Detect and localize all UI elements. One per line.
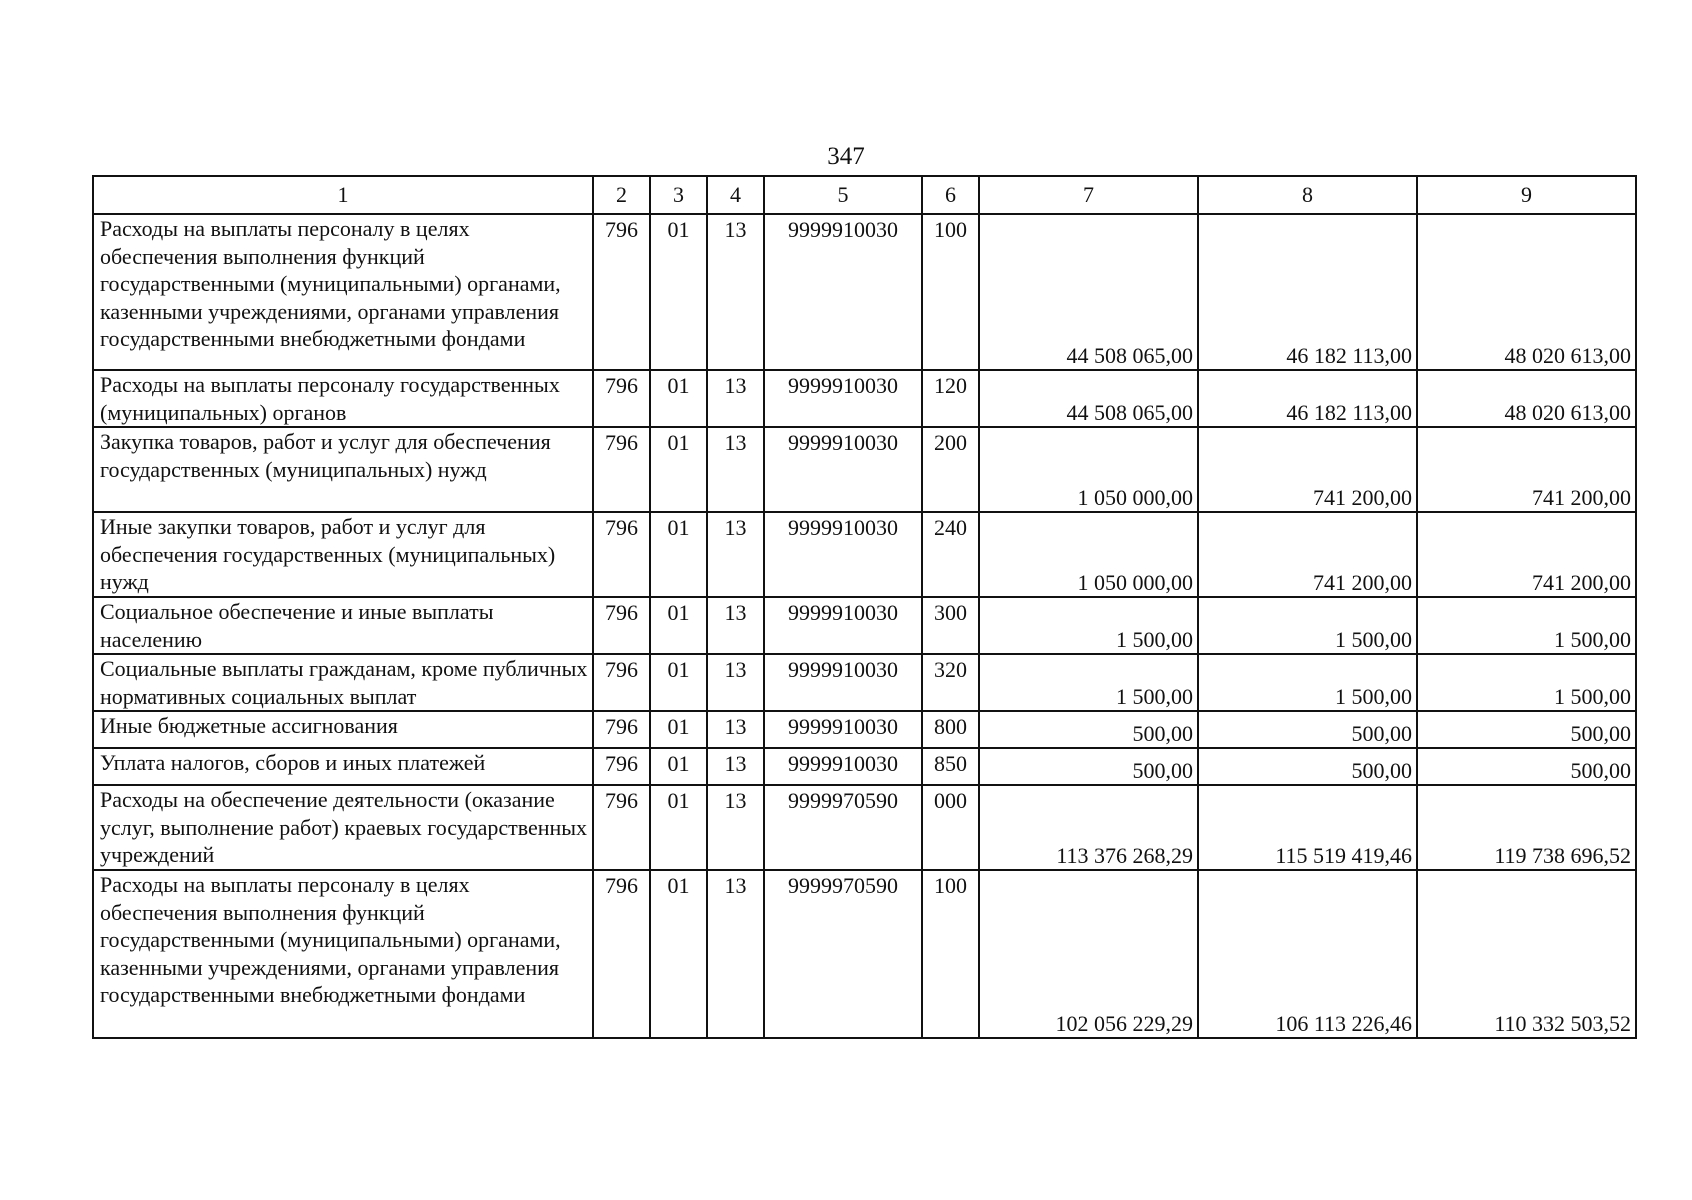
ministry-code-cell: 796: [593, 512, 650, 597]
target-article-cell: 9999970590: [764, 785, 922, 870]
amount-col9-cell: [1417, 748, 1636, 785]
expense-name-cell: Социальные выплаты гражданам, кроме публичных нормативных социальных выплат: [93, 654, 593, 711]
ministry-code-cell: 796: [593, 870, 650, 1038]
amount-col8-value: 741 200,00: [1313, 484, 1412, 510]
expense-type-cell: 850: [922, 748, 979, 785]
subsection-code-cell: 13: [707, 711, 764, 748]
expense-name-cell: Уплата налогов, сборов и иных платежей: [93, 748, 593, 785]
target-article-cell: 9999910030: [764, 711, 922, 748]
amount-col7-cell: [979, 370, 1198, 427]
amount-col8-value: 500,00: [1351, 757, 1412, 783]
amount-col9-value: 48 020 613,00: [1504, 399, 1631, 425]
amount-col7-value: 500,00: [1132, 720, 1193, 746]
column-header-3: 3: [650, 176, 707, 214]
amount-col8-value: 1 500,00: [1335, 683, 1412, 709]
expense-type-cell: 320: [922, 654, 979, 711]
amount-col7-value: 44 508 065,00: [1066, 399, 1193, 425]
ministry-code-cell: 796: [593, 711, 650, 748]
amount-col7-value: 1 050 000,00: [1077, 569, 1193, 595]
section-code-cell: 01: [650, 654, 707, 711]
expense-type-cell: 300: [922, 597, 979, 654]
column-header-2: 2: [593, 176, 650, 214]
amount-col7-cell: [979, 512, 1198, 597]
table-row: [93, 748, 1636, 785]
amount-col8-cell: [1198, 748, 1417, 785]
table-row: [93, 870, 1636, 1038]
expense-type-cell: 100: [922, 214, 979, 370]
section-code-cell: 01: [650, 427, 707, 512]
column-header-5: 5: [764, 176, 922, 214]
ministry-code-cell: 796: [593, 785, 650, 870]
target-article-cell: 9999910030: [764, 214, 922, 370]
expense-type-cell: 800: [922, 711, 979, 748]
expense-name-cell: Расходы на обеспечение деятельности (оказание услуг, выполнение работ) краевых государственных учреждений: [93, 785, 593, 870]
amount-col7-value: 113 376 268,29: [1056, 842, 1193, 868]
amount-col7-cell: [979, 870, 1198, 1038]
amount-col8-cell: [1198, 427, 1417, 512]
target-article-cell: 9999910030: [764, 370, 922, 427]
table-row: [93, 654, 1636, 711]
section-code-cell: 01: [650, 214, 707, 370]
subsection-code-cell: 13: [707, 370, 764, 427]
ministry-code-cell: 796: [593, 427, 650, 512]
expense-name-cell: Расходы на выплаты персоналу в целях обеспечения выполнения функций государственными (муниципальными) органами, казенными учреждениями, органами управления государственными внебюджетными фондами: [93, 214, 593, 370]
amount-col8-cell: [1198, 711, 1417, 748]
subsection-code-cell: 13: [707, 214, 764, 370]
amount-col9-value: 500,00: [1570, 757, 1631, 783]
section-code-cell: 01: [650, 370, 707, 427]
amount-col7-cell: [979, 785, 1198, 870]
expense-name-cell: Закупка товаров, работ и услуг для обеспечения государственных (муниципальных) нужд: [93, 427, 593, 512]
expense-type-cell: 120: [922, 370, 979, 427]
amount-col8-cell: [1198, 597, 1417, 654]
expense-type-cell: 000: [922, 785, 979, 870]
expense-type-cell: 100: [922, 870, 979, 1038]
amount-col7-value: 44 508 065,00: [1066, 342, 1193, 368]
expense-name-cell: Иные бюджетные ассигнования: [93, 711, 593, 748]
expense-name-cell: Расходы на выплаты персоналу государственных (муниципальных) органов: [93, 370, 593, 427]
amount-col7-cell: [979, 654, 1198, 711]
expense-type-cell: 200: [922, 427, 979, 512]
target-article-cell: 9999910030: [764, 512, 922, 597]
amount-col7-value: 1 050 000,00: [1077, 484, 1193, 510]
amount-col8-cell: [1198, 785, 1417, 870]
section-code-cell: 01: [650, 597, 707, 654]
ministry-code-cell: 796: [593, 597, 650, 654]
amount-col9-value: 500,00: [1570, 720, 1631, 746]
amount-col8-cell: [1198, 214, 1417, 370]
amount-col9-value: 48 020 613,00: [1504, 342, 1631, 368]
budget-table: [92, 175, 1637, 1039]
amount-col9-cell: [1417, 597, 1636, 654]
amount-col9-cell: [1417, 214, 1636, 370]
table-row: [93, 214, 1636, 370]
subsection-code-cell: 13: [707, 427, 764, 512]
target-article-cell: 9999910030: [764, 654, 922, 711]
table-row: [93, 427, 1636, 512]
table-row: [93, 785, 1636, 870]
amount-col9-cell: [1417, 870, 1636, 1038]
amount-col7-cell: [979, 214, 1198, 370]
amount-col7-value: 500,00: [1132, 757, 1193, 783]
subsection-code-cell: 13: [707, 785, 764, 870]
amount-col9-cell: [1417, 512, 1636, 597]
ministry-code-cell: 796: [593, 748, 650, 785]
amount-col8-value: 46 182 113,00: [1286, 342, 1412, 368]
amount-col9-value: 110 332 503,52: [1494, 1010, 1631, 1036]
header-row: [93, 176, 1636, 214]
page-number: 347: [827, 143, 865, 170]
amount-col8-cell: [1198, 654, 1417, 711]
amount-col7-cell: [979, 597, 1198, 654]
amount-col9-cell: [1417, 427, 1636, 512]
amount-col7-value: 102 056 229,29: [1055, 1010, 1193, 1036]
amount-col8-value: 1 500,00: [1335, 626, 1412, 652]
amount-col8-value: 106 113 226,46: [1275, 1010, 1412, 1036]
expense-type-cell: 240: [922, 512, 979, 597]
subsection-code-cell: 13: [707, 597, 764, 654]
expense-name-cell: Социальное обеспечение и иные выплаты населению: [93, 597, 593, 654]
section-code-cell: 01: [650, 785, 707, 870]
ministry-code-cell: 796: [593, 370, 650, 427]
column-header-4: 4: [707, 176, 764, 214]
subsection-code-cell: 13: [707, 748, 764, 785]
table-row: [93, 711, 1636, 748]
target-article-cell: 9999910030: [764, 427, 922, 512]
amount-col9-value: 1 500,00: [1554, 626, 1631, 652]
amount-col7-cell: [979, 427, 1198, 512]
amount-col9-cell: [1417, 785, 1636, 870]
expense-name-cell: Иные закупки товаров, работ и услуг для обеспечения государственных (муниципальных) нужд: [93, 512, 593, 597]
column-header-7: 7: [979, 176, 1198, 214]
subsection-code-cell: 13: [707, 870, 764, 1038]
ministry-code-cell: 796: [593, 654, 650, 711]
amount-col9-value: 741 200,00: [1532, 569, 1631, 595]
table-row: [93, 370, 1636, 427]
amount-col7-value: 1 500,00: [1116, 626, 1193, 652]
section-code-cell: 01: [650, 512, 707, 597]
subsection-code-cell: 13: [707, 512, 764, 597]
amount-col9-value: 1 500,00: [1554, 683, 1631, 709]
section-code-cell: 01: [650, 870, 707, 1038]
ministry-code-cell: 796: [593, 214, 650, 370]
subsection-code-cell: 13: [707, 654, 764, 711]
amount-col7-value: 1 500,00: [1116, 683, 1193, 709]
target-article-cell: 9999910030: [764, 597, 922, 654]
amount-col9-cell: [1417, 654, 1636, 711]
amount-col8-value: 115 519 419,46: [1275, 842, 1412, 868]
amount-col9-cell: [1417, 711, 1636, 748]
table-row: [93, 597, 1636, 654]
amount-col7-cell: [979, 711, 1198, 748]
amount-col8-value: 500,00: [1351, 720, 1412, 746]
target-article-cell: 9999910030: [764, 748, 922, 785]
column-header-1: 1: [93, 176, 593, 214]
column-header-8: 8: [1198, 176, 1417, 214]
amount-col8-cell: [1198, 370, 1417, 427]
section-code-cell: 01: [650, 711, 707, 748]
column-header-9: 9: [1417, 176, 1636, 214]
expense-name-cell: Расходы на выплаты персоналу в целях обеспечения выполнения функций государственными (муниципальными) органами, казенными учреждениями, органами управления государственными внебюджетными фондами: [93, 870, 593, 1038]
amount-col9-cell: [1417, 370, 1636, 427]
amount-col8-value: 46 182 113,00: [1286, 399, 1412, 425]
column-header-6: 6: [922, 176, 979, 214]
amount-col8-value: 741 200,00: [1313, 569, 1412, 595]
amount-col9-value: 741 200,00: [1532, 484, 1631, 510]
section-code-cell: 01: [650, 748, 707, 785]
amount-col8-cell: [1198, 870, 1417, 1038]
amount-col9-value: 119 738 696,52: [1494, 842, 1631, 868]
amount-col8-cell: [1198, 512, 1417, 597]
target-article-cell: 9999970590: [764, 870, 922, 1038]
amount-col7-cell: [979, 748, 1198, 785]
table-row: [93, 512, 1636, 597]
